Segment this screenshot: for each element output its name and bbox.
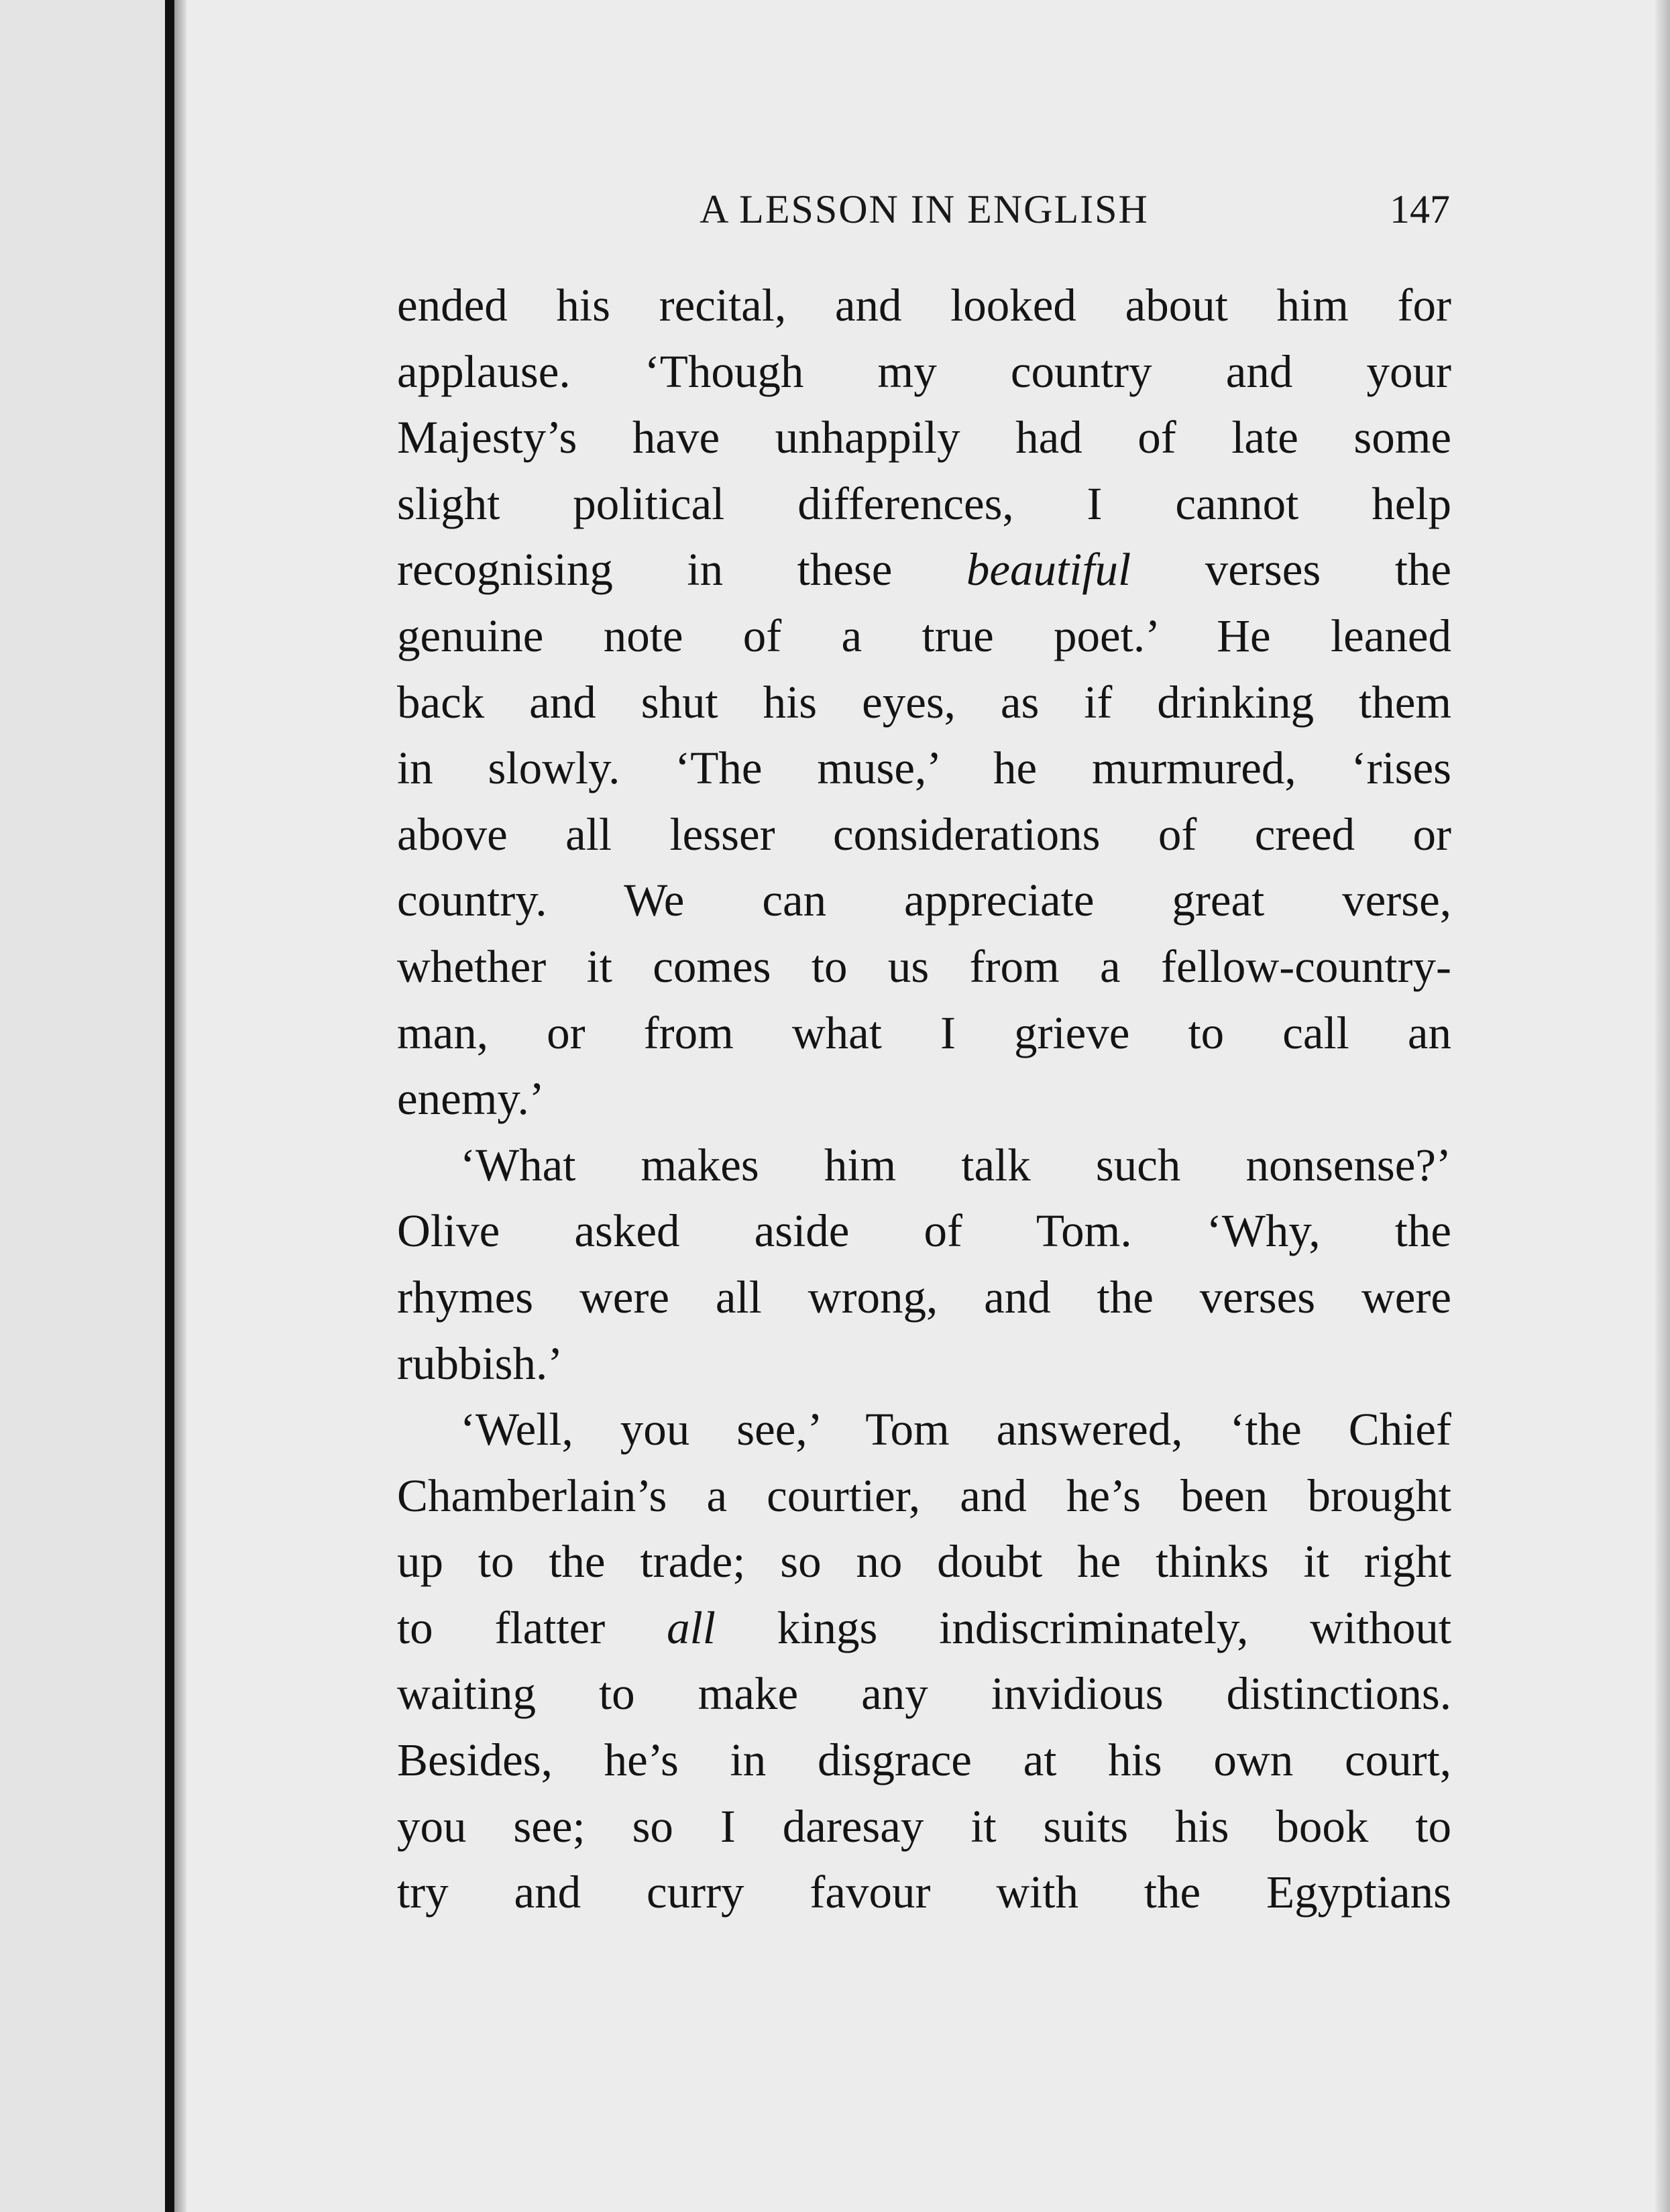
text-line: slight political differences, I cannot help xyxy=(397,478,1451,529)
page-number: 147 xyxy=(1390,187,1450,231)
text-run: recognising in these xyxy=(397,544,966,596)
spine-shadow xyxy=(174,0,186,2212)
text-line: up to the trade; so no doubt he thinks it right xyxy=(397,1536,1451,1588)
text-line: rubbish.’ xyxy=(397,1337,563,1389)
text-line: applause. ‘Though my country and your xyxy=(397,345,1451,397)
italic-word: all xyxy=(667,1602,716,1653)
text-line: above all lesser considerations of creed or xyxy=(397,808,1451,860)
text-line xyxy=(397,1595,1451,1661)
text-line: waiting to make any invidious distinctions. xyxy=(397,1668,1451,1720)
text-line: ‘What makes him talk such nonsense?’ xyxy=(460,1139,1451,1191)
running-title: A LESSON IN ENGLISH xyxy=(700,187,1149,231)
running-header xyxy=(397,186,1451,254)
text-run: kings indiscriminately, without xyxy=(715,1602,1451,1653)
text-line: Majesty’s have unhappily had of late some xyxy=(397,412,1451,463)
text-run: to flatter xyxy=(397,1602,667,1653)
text-line: you see; so I daresay it suits his book to xyxy=(397,1800,1451,1852)
text-line: Besides, he’s in disgrace at his own court, xyxy=(397,1734,1451,1786)
text-line xyxy=(397,537,1451,603)
text-line: Olive asked aside of Tom. ‘Why, the xyxy=(397,1205,1451,1257)
italic-word: beautiful xyxy=(966,544,1131,596)
text-line: country. We can appreciate great verse, xyxy=(397,875,1451,926)
text-run: verses the xyxy=(1131,544,1451,596)
text-line: try and curry favour with the Egyptians xyxy=(397,1867,1451,1918)
book-binding xyxy=(0,0,177,2212)
text-line: in slowly. ‘The muse,’ he murmured, ‘rises xyxy=(397,742,1451,794)
text-line: ended his recital, and looked about him for xyxy=(397,280,1451,331)
text-line: genuine note of a true poet.’ He leaned xyxy=(397,610,1451,661)
text-line: man, or from what I grieve to call an xyxy=(397,1007,1451,1058)
page-edge xyxy=(1655,0,1670,2212)
text-line: ‘Well, you see,’ Tom answered, ‘the Chief xyxy=(460,1404,1451,1455)
body-text xyxy=(397,272,1451,1926)
text-line: rhymes were all wrong, and the verses were xyxy=(397,1271,1451,1323)
book-spine xyxy=(165,0,174,2212)
text-line: enemy.’ xyxy=(397,1073,545,1125)
text-line: back and shut his eyes, as if drinking them xyxy=(397,676,1451,728)
text-line: Chamberlain’s a courtier, and he’s been brought xyxy=(397,1470,1451,1521)
text-line: whether it comes to us from a fellow-country- xyxy=(397,940,1451,992)
